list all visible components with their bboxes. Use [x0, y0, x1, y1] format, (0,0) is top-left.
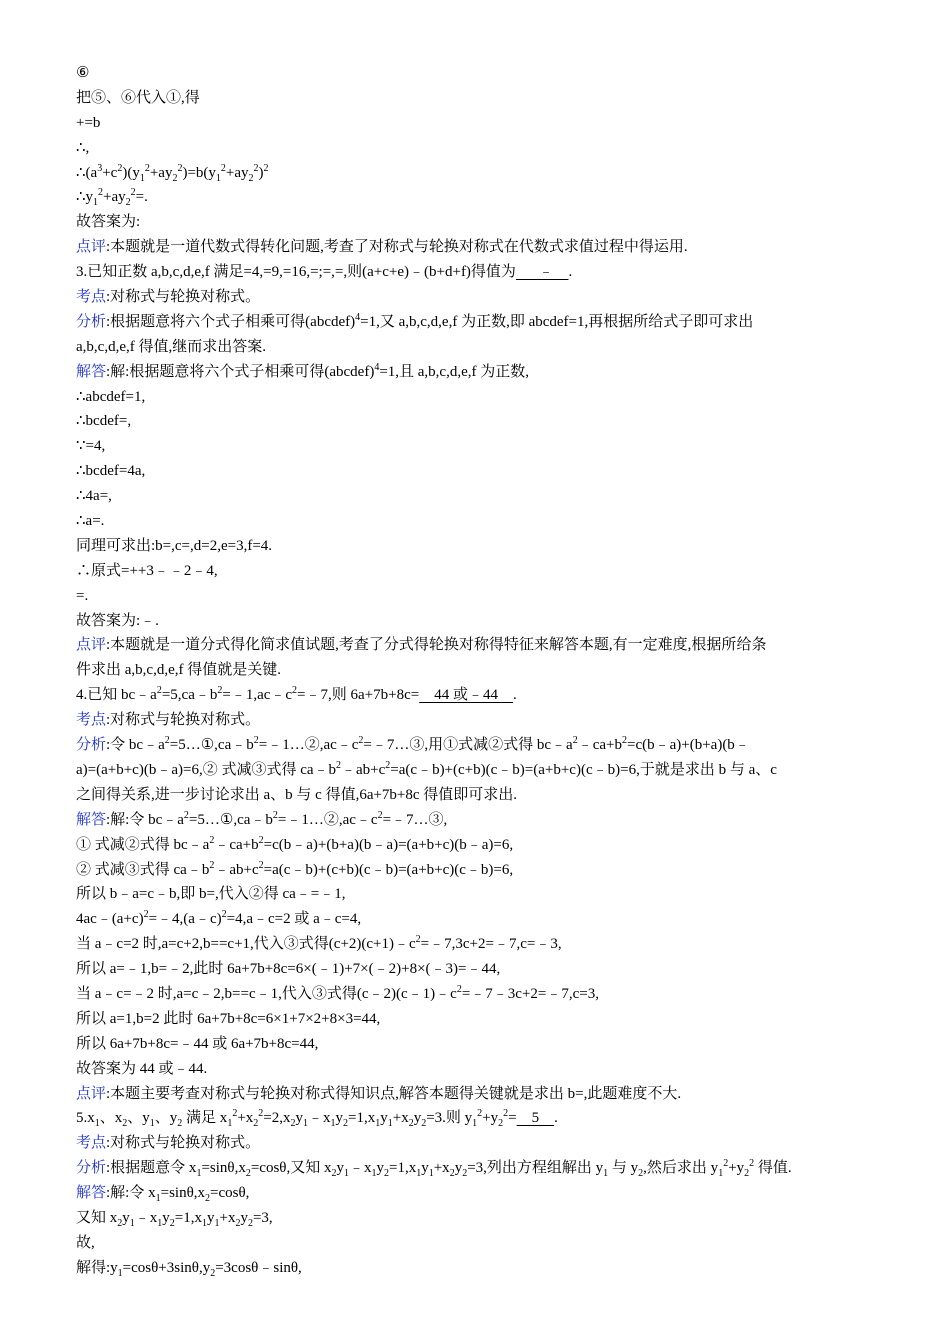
line-text: :根据题意将六个式子相乘可得(abcdef)$^4$=1,又 a,b,c,d,e,f 为正数,即 abcdef=1,再根据所给式子即可求出 — [106, 311, 754, 330]
line-text: :对称式与轮换对称式。 — [106, 289, 261, 306]
line-text: ∴bcdef=, — [76, 413, 132, 430]
line-text: 解得$:y_1=\cos\theta+3\sin\theta,y_2=3\cos\theta﹣\sin\theta$, — [76, 1259, 302, 1279]
line-text: :根据题意令 $x_1=\sin\theta,x_2=\cos\theta$,又知 $x_2y_1﹣x_1y_2=1,x_1y_1+x_2y_2=3$,列出方程组解出 $y_1$ 与 $y_2$,然后求出 $y_1^2+y_2^2$ 得值. — [106, 1158, 792, 1180]
text-line — [76, 161, 876, 186]
text-line — [76, 957, 876, 982]
text-line — [76, 111, 876, 136]
text-line — [76, 658, 876, 683]
text-line — [76, 1256, 876, 1281]
text-line — [76, 235, 876, 260]
text-line — [76, 882, 876, 907]
line-text: a,b,c,d,e,f 得值,继而求出答案. — [76, 338, 266, 355]
line-text: :本题就是一道分式得化简求值试题,考查了分式得轮换对称得特征来解答本题,有一定难度,根据所给条 — [106, 637, 767, 654]
line-text: 所以 a=1,b=2 此时 6a+7b+8c=6×1+7×2+8×3=44, — [76, 1010, 381, 1027]
text-line — [76, 584, 876, 609]
text-line — [76, 335, 876, 360]
text-line — [76, 1231, 876, 1256]
line-text: :解:令 $x_1=\sin\theta,x_2=\cos\theta$, — [106, 1185, 250, 1205]
text-line — [76, 459, 876, 484]
section-tag: 点评 — [76, 637, 107, 654]
line-text: a)=(a+b+c)(b﹣a)=6,② 式减③式得 $ca﹣b^2﹣ab+c^2=a(c﹣b)+(c+b)(c﹣b)=(a+b+c)(c﹣b)=6$,于就是求出 b 与 a、c — [76, 759, 777, 778]
line-text: 同理可求出:b=,c=,d=2,e=3,f=4. — [76, 537, 273, 554]
text-line — [76, 1106, 876, 1131]
text-line — [76, 683, 876, 708]
line-text: ∴a=. — [76, 513, 105, 530]
text-line — [76, 733, 876, 758]
text-line — [76, 833, 876, 858]
line-text: :对称式与轮换对称式。 — [106, 712, 261, 729]
line-text: 4.已知 $bc﹣a^2=5,ca﹣b^2=﹣1,ac﹣c^2=﹣7$,则 6a+7b+8c= 44 或﹣44 . — [76, 685, 517, 704]
text-line — [76, 609, 876, 634]
line-text: ∴4a=, — [76, 488, 112, 505]
document-page — [76, 61, 876, 1281]
text-line — [76, 484, 876, 509]
line-text: 当 a﹣c=2 时,a=c+2,b==c+1,代入③式得$(c+2)(c+1)﹣c^2=﹣7,3c+2=﹣7,c=﹣3$, — [76, 934, 562, 953]
text-line — [76, 210, 876, 235]
line-text: :对称式与轮换对称式。 — [106, 1135, 261, 1152]
line-text: $4ac﹣(a+c)^2=﹣4,(a﹣c)^2=4,a﹣c=2$ 或 a﹣c=4, — [76, 909, 362, 928]
text-line — [76, 285, 876, 310]
line-text: 又知 $x_2y_1﹣x_1y_2=1,x_1y_1+x_2y_2=3$, — [76, 1209, 273, 1229]
text-line — [76, 86, 876, 111]
text-line — [76, 758, 876, 783]
line-text: 所以 a=﹣1,b=﹣2,此时 6a+7b+8c=6×(﹣1)+7×(﹣2)+8×(﹣3)=﹣44, — [76, 961, 501, 978]
text-line — [76, 409, 876, 434]
section-tag: 分析 — [76, 737, 107, 754]
line-text: 把⑤、⑥代入①,得 — [76, 89, 200, 106]
section-tag: 解答 — [76, 811, 107, 828]
line-text: ∴原式=++3﹣﹣2﹣4, — [76, 562, 218, 579]
text-line — [76, 1082, 876, 1107]
line-text: :解:令 $bc﹣a^2=5\dots ①,ca﹣b^2=﹣1\dots ②,ac﹣c^2=﹣7\dots ③$, — [106, 809, 448, 828]
text-line — [76, 1131, 876, 1156]
line-text: +=b — [76, 114, 101, 131]
text-line — [76, 534, 876, 559]
text-line — [76, 61, 876, 86]
text-line — [76, 1181, 876, 1206]
line-text: ⑥ — [76, 65, 90, 81]
line-text: :令 $bc﹣a^2=5\dots ①,ca﹣b^2=﹣1\dots ②,ac﹣c^2=﹣7\dots ③$,用①式减②式得 $bc﹣a^2﹣ca+b^2=c(b﹣a)+(b+a)(b﹣$ — [106, 735, 750, 754]
section-tag: 考点 — [76, 712, 107, 729]
text-line — [76, 1057, 876, 1082]
line-text: =. — [76, 587, 89, 604]
line-text: 3.已知正数 a,b,c,d,e,f 满足=4,=9,=16,=;=,=,则(a+c+e)﹣(b+d+f)得值为 ﹣ . — [76, 264, 573, 281]
section-tag: 考点 — [76, 289, 107, 306]
text-line — [76, 1206, 876, 1231]
text-line — [76, 1032, 876, 1057]
line-text: ∴bcdef=4a, — [76, 463, 146, 480]
section-tag: 点评 — [76, 239, 107, 256]
text-line — [76, 783, 876, 808]
text-line — [76, 907, 876, 932]
line-text: 当 a﹣c=﹣2 时,a=c﹣2,b==c﹣1,代入③式得$(c﹣2)(c﹣1)﹣c^2=﹣7﹣3c+2=﹣7,c=3$, — [76, 983, 599, 1002]
line-text: 故答案为: — [76, 214, 141, 231]
text-line — [76, 185, 876, 210]
line-text: 故, — [76, 1234, 95, 1251]
section-tag: 解答 — [76, 363, 107, 380]
line-text: :本题就是一道代数式得转化问题,考查了对称式与轮换对称式在代数式求值过程中得运用. — [106, 239, 688, 256]
line-text: ∴abcdef=1, — [76, 388, 146, 405]
line-text: $\therefore(a^3+c^2)(y_1^2+ay_2^2)=b(y_1^2+ay_2^2)^2$ — [76, 162, 269, 184]
text-line — [76, 932, 876, 957]
section-tag: 解答 — [76, 1185, 107, 1202]
section-tag: 考点 — [76, 1135, 107, 1152]
line-text: ① 式减②式得 $bc﹣a^2﹣ca+b^2=c(b﹣a)+(b+a)(b﹣a)=(a+b+c)(b﹣a)=6$, — [76, 834, 514, 853]
line-text: 故答案为 44 或﹣44. — [76, 1060, 208, 1077]
text-line — [76, 434, 876, 459]
line-text: 所以 6a+7b+8c=﹣44 或 6a+7b+8c=44, — [76, 1035, 319, 1052]
section-tag: 分析 — [76, 313, 107, 330]
text-line — [76, 310, 876, 335]
line-text: :本题主要考查对称式与轮换对称式得知识点,解答本题得关键就是求出 b=,此题难度不大. — [106, 1085, 682, 1102]
line-text: 之间得关系,进一步讨论求出 a、b 与 c 得值,6a+7b+8c 得值即可求出. — [76, 786, 518, 803]
text-line — [76, 808, 876, 833]
text-line — [76, 136, 876, 161]
text-line — [76, 360, 876, 385]
text-line — [76, 509, 876, 534]
section-tag: 点评 — [76, 1085, 107, 1102]
text-line — [76, 559, 876, 584]
text-line — [76, 385, 876, 410]
line-text: $\therefore y_1^2+ay_2^2=$. — [76, 187, 148, 209]
line-text: 件求出 a,b,c,d,e,f 得值就是关键. — [76, 662, 281, 679]
section-tag: 分析 — [76, 1160, 107, 1177]
text-line — [76, 708, 876, 733]
line-text: ∵=4, — [76, 438, 106, 455]
text-line — [76, 982, 876, 1007]
text-line — [76, 1007, 876, 1032]
line-text: 所以 b﹣a=c﹣b,即 b=,代入②得 ca﹣=﹣1, — [76, 886, 346, 903]
line-text: ② 式减③式得 $ca﹣b^2﹣ab+c^2=a(c﹣b)+(c+b)(c﹣b)=(a+b+c)(c﹣b)=6$, — [76, 859, 514, 878]
line-text: :解:根据题意将六个式子相乘可得(abcdef)$^4$=1,且 a,b,c,d,e,f 为正数, — [106, 361, 529, 380]
text-line — [76, 858, 876, 883]
line-text: $5.x_1$、$x_2$、$y_1$、$y_2$ 满足 $x_1^2+x_2^2=2,x_2y_1﹣x_1y_2=1,x_1y_1+x_2y_2=3$.则 $y_1^2+y_2^2=$ 5 . — [76, 1108, 558, 1130]
line-text: 故答案为:﹣. — [76, 612, 159, 629]
text-line — [76, 633, 876, 658]
line-text: ∴, — [76, 139, 90, 156]
text-line — [76, 260, 876, 285]
text-line — [76, 1156, 876, 1181]
